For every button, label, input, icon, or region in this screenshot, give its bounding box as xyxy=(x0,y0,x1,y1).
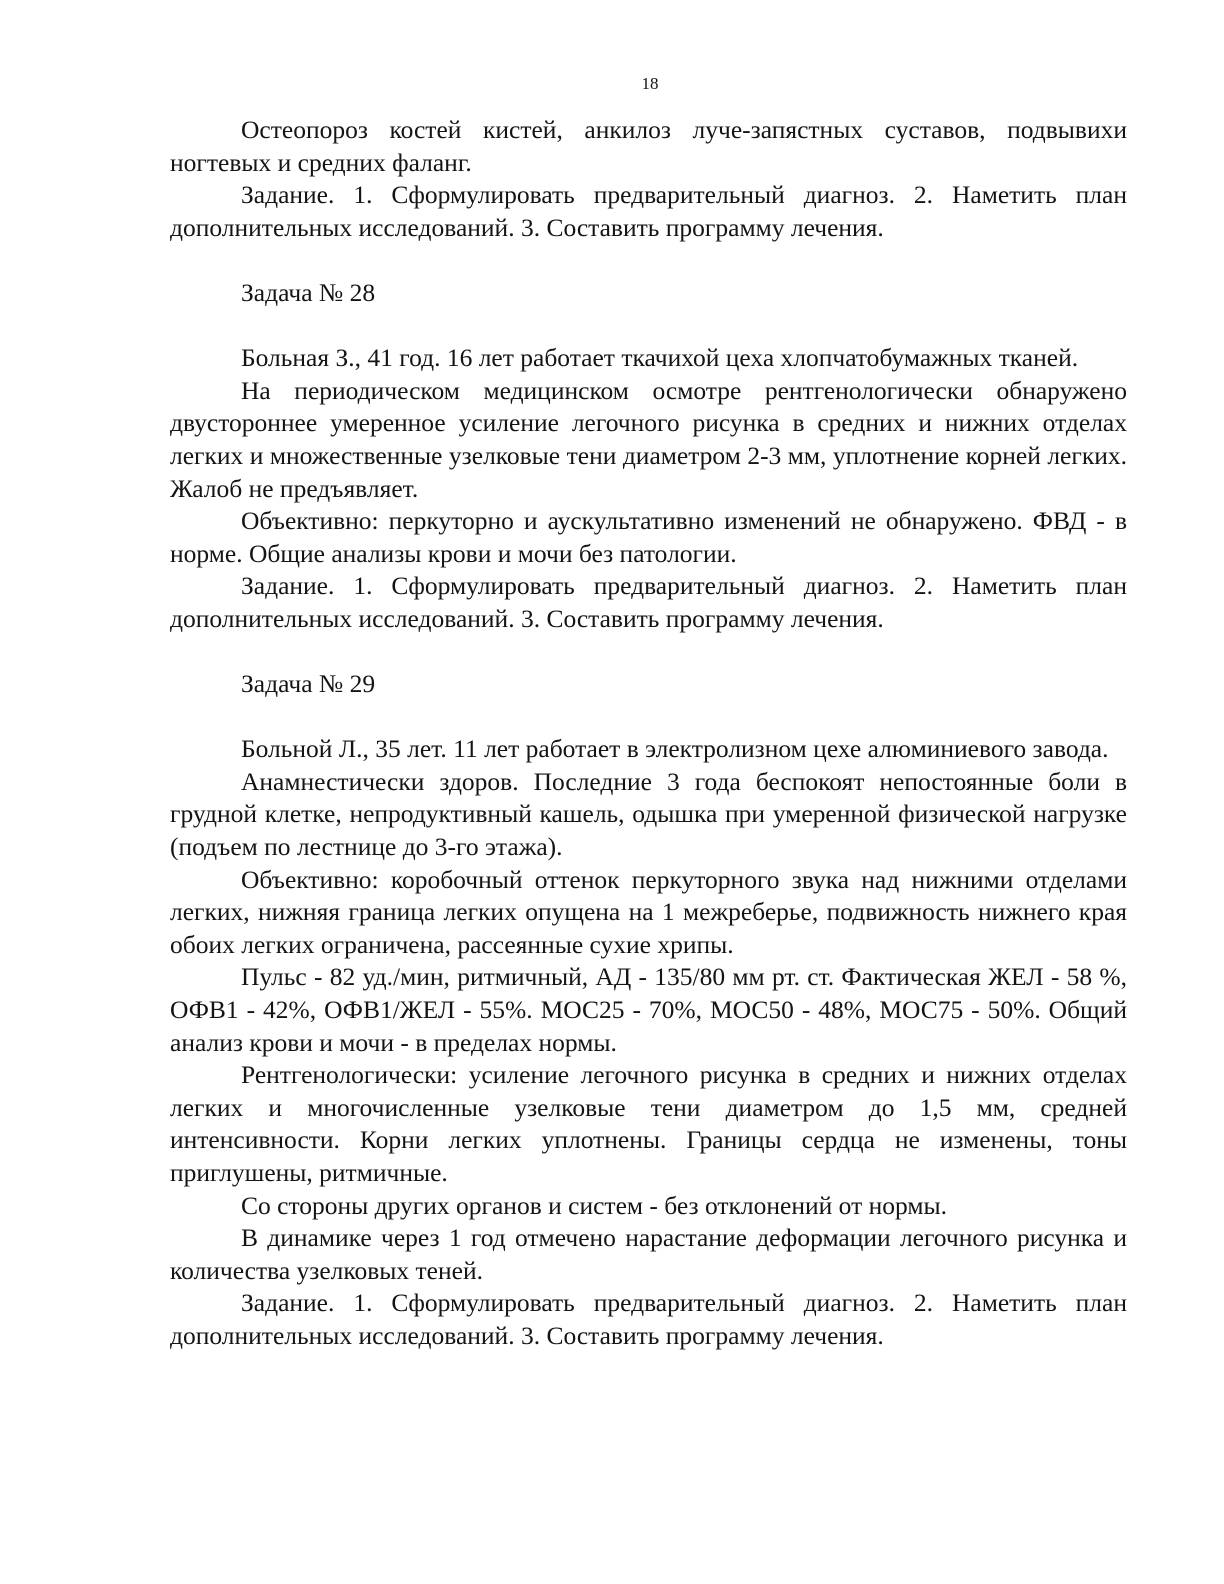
paragraph: Объективно: коробочный оттенок перкуторного звука над нижними отделами легких, нижняя граница легких опущена на 1 межреберье, подвижность нижнего края обоих легких ограничена, рассеянные сухие хрипы. xyxy=(170,864,1127,959)
task-28-section xyxy=(170,277,1127,636)
paragraph: Больная З., 41 год. 16 лет работает ткачихой цеха хлопчатобумажных тканей. xyxy=(241,343,1079,373)
paragraph: Объективно: перкуторно и аускультативно изменений не обнаружено. ФВД - в норме. Общие анализы крови и мочи без патологии. xyxy=(170,506,1127,568)
task-29-title: Задача № 29 xyxy=(241,669,376,699)
assignment-paragraph: Задание. 1. Сформулировать предварительный диагноз. 2. Наметить план дополнительных исследований. 3. Составить программу лечения. xyxy=(170,1288,1127,1350)
task-28-title: Задача № 28 xyxy=(241,277,376,307)
page-number: 18 xyxy=(641,74,659,93)
paragraph: В динамике через 1 год отмечено нарастание деформации легочного рисунка и количества узелковых теней. xyxy=(170,1223,1127,1285)
paragraph: Анамнестически здоров. Последние 3 года беспокоят непостоянные боли в грудной клетке, непродуктивный кашель, одышка при умеренной физической нагрузке (подъем по лестнице до 3-го этажа). xyxy=(170,766,1127,862)
paragraph: Больной Л., 35 лет. 11 лет работает в электролизном цехе алюминиевого завода. xyxy=(241,734,1109,764)
paragraph: Остеопороз костей кистей, анкилоз луче-запястных суставов, подвывихи ногтевых и средних фаланг. xyxy=(170,115,1127,177)
spacer xyxy=(170,310,1127,343)
task-29-section xyxy=(170,668,1127,1352)
assignment-paragraph: Задание. 1. Сформулировать предварительный диагноз. 2. Наметить план дополнительных исследований. 3. Составить программу лечения. xyxy=(170,571,1127,633)
paragraph: Рентгенологически: усиление легочного рисунка в средних и нижних отделах легких и многочисленные узелковые тени диаметром до 1,5 мм, средней интенсивности. Корни легких уплотнены. Границы сердца не изменены, тоны приглушены, ритмичные. xyxy=(170,1060,1127,1187)
document-body xyxy=(170,114,1127,1353)
intro-section xyxy=(170,114,1127,244)
paragraph: Со стороны других органов и систем - без отклонений от нормы. xyxy=(241,1190,948,1220)
paragraph: Пульс - 82 уд./мин, ритмичный, АД - 135/80 мм рт. ст. Фактическая ЖЕЛ - 58 %, ОФВ1 - 42%, ОФВ1/ЖЕЛ - 55%. МОС25 - 70%, МОС50 - 48%, МОС75 - 50%. Общий анализ крови и мочи - в пределах нормы. xyxy=(170,962,1127,1057)
spacer xyxy=(170,636,1127,669)
assignment-paragraph: Задание. 1. Сформулировать предварительный диагноз. 2. Наметить план дополнительных исследований. 3. Составить программу лечения. xyxy=(170,180,1127,242)
paragraph: На периодическом медицинском осмотре рентгенологически обнаружено двустороннее умеренное усиление легочного рисунка в средних и нижних отделах легких и множественные узелковые тени диаметром 2-3 мм, уплотнение корней легких. Жалоб не предъявляет. xyxy=(170,375,1127,503)
spacer xyxy=(170,701,1127,734)
spacer xyxy=(170,244,1127,277)
